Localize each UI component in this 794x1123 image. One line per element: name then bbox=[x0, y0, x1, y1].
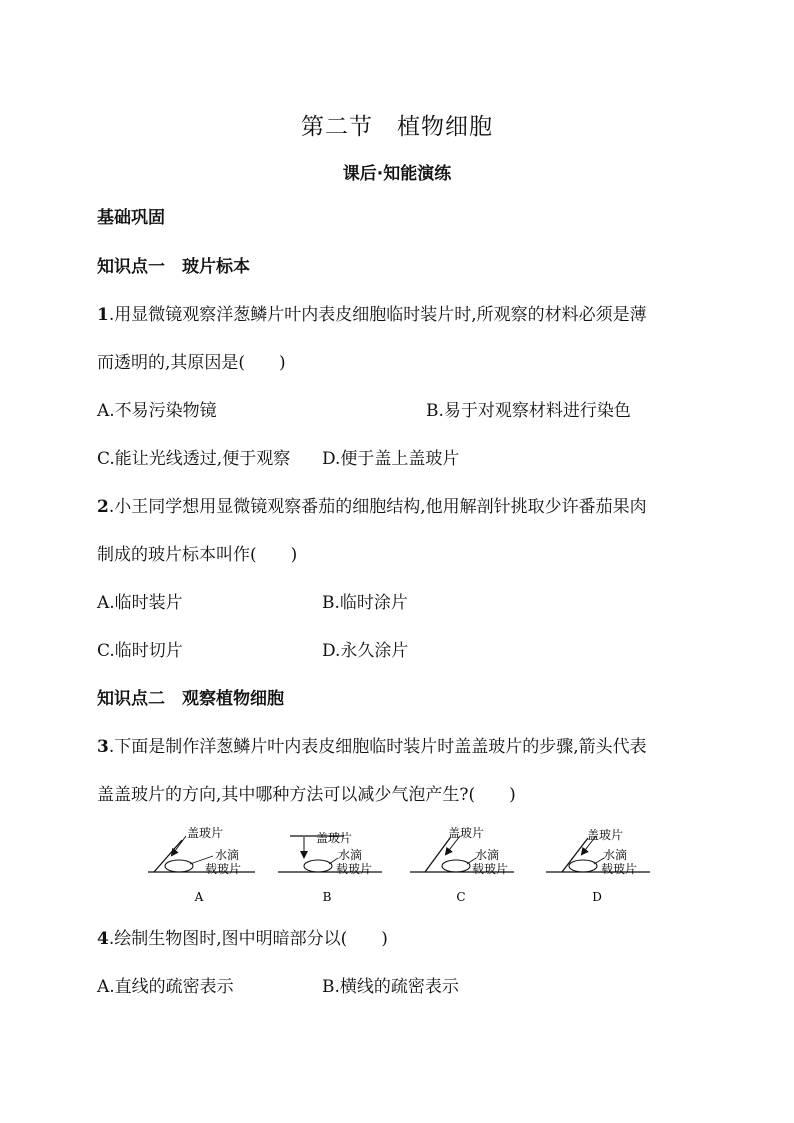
label-slide: 载玻片 bbox=[336, 862, 373, 876]
label-water: 水滴 bbox=[475, 848, 500, 862]
coverslip-line bbox=[562, 838, 588, 872]
question-1-text: .用显微镜观察洋葱鳞片叶内表皮细胞临时装片时,所观察的材料必须是薄 bbox=[108, 305, 647, 325]
question-1-option-d: D.便于盖上盖玻片 bbox=[322, 449, 460, 469]
label-slide: 载玻片 bbox=[205, 862, 242, 876]
question-4-option-b: B.横线的疏密表示 bbox=[322, 977, 459, 997]
water-drop bbox=[569, 860, 597, 872]
page-subtitle: 课后·知能演练 bbox=[342, 164, 452, 184]
question-2-number: 2 bbox=[97, 497, 109, 517]
label-water: 水滴 bbox=[603, 848, 628, 862]
question-2-line-1 bbox=[97, 496, 647, 518]
question-3-text: .下面是制作洋葱鳞片叶内表皮细胞临时装片时盖盖玻片的步骤,箭头代表 bbox=[108, 737, 647, 757]
question-1-option-c: C.能让光线透过,便于观察 bbox=[97, 449, 291, 469]
label-coverslip: 盖玻片 bbox=[587, 828, 624, 842]
direction-arrow bbox=[172, 836, 186, 855]
label-water: 水滴 bbox=[338, 848, 363, 862]
question-2-text: .小王同学想用显微镜观察番茄的细胞结构,他用解剖针挑取少许番茄果肉 bbox=[108, 497, 647, 517]
question-1-option-b: B.易于对观察材料进行染色 bbox=[426, 401, 631, 421]
question-4-option-a: A.直线的疏密表示 bbox=[97, 977, 234, 997]
section-knowledge-point-2: 知识点二 观察植物细胞 bbox=[97, 689, 284, 709]
question-3-number: 3 bbox=[97, 737, 109, 757]
water-drop bbox=[304, 860, 332, 872]
diagram-panel-c bbox=[410, 825, 514, 904]
page-title: 第二节 植物细胞 bbox=[301, 114, 493, 140]
label-water: 水滴 bbox=[215, 848, 240, 862]
question-4-text: .绘制生物图时,图中明暗部分以( ) bbox=[108, 929, 388, 949]
question-4-line-1 bbox=[97, 928, 388, 950]
question-2-option-c: C.临时切片 bbox=[97, 641, 183, 661]
label-coverslip: 盖玻片 bbox=[448, 826, 485, 840]
section-knowledge-point-1: 知识点一 玻片标本 bbox=[97, 257, 250, 277]
panel-label-b: B bbox=[322, 890, 332, 904]
question-2-line-2: 制成的玻片标本叫作( ) bbox=[97, 545, 298, 565]
label-coverslip: 盖玻片 bbox=[187, 826, 224, 840]
label-slide: 载玻片 bbox=[601, 862, 638, 876]
diagram-panel-b bbox=[278, 830, 382, 904]
water-drop bbox=[165, 860, 193, 872]
coverslip-line bbox=[154, 840, 182, 872]
section-basic: 基础巩固 bbox=[97, 208, 165, 228]
coverslip-diagram bbox=[0, 822, 794, 912]
question-2-option-d: D.永久涂片 bbox=[322, 641, 409, 661]
question-4-number: 4 bbox=[97, 929, 109, 949]
question-1-number: 1 bbox=[97, 305, 109, 325]
question-2-option-b: B.临时涂片 bbox=[322, 593, 408, 613]
coverslip-line bbox=[425, 838, 450, 872]
diagram-panel-a bbox=[148, 825, 255, 904]
question-1-line-1 bbox=[97, 304, 647, 326]
question-3-line-2: 盖盖玻片的方向,其中哪种方法可以减少气泡产生?( ) bbox=[97, 785, 516, 805]
water-drop bbox=[442, 860, 470, 872]
label-coverslip: 盖玻片 bbox=[316, 831, 353, 845]
panel-label-c: C bbox=[456, 890, 466, 904]
question-3-line-1 bbox=[97, 736, 647, 758]
panel-label-a: A bbox=[194, 890, 204, 904]
label-slide: 载玻片 bbox=[472, 862, 509, 876]
diagram-panel-d bbox=[546, 827, 650, 904]
panel-label-d: D bbox=[592, 890, 602, 904]
question-1-line-2: 而透明的,其原因是( ) bbox=[97, 353, 286, 373]
question-2-option-a: A.临时装片 bbox=[97, 593, 183, 613]
question-1-option-a: A.不易污染物镜 bbox=[97, 401, 217, 421]
